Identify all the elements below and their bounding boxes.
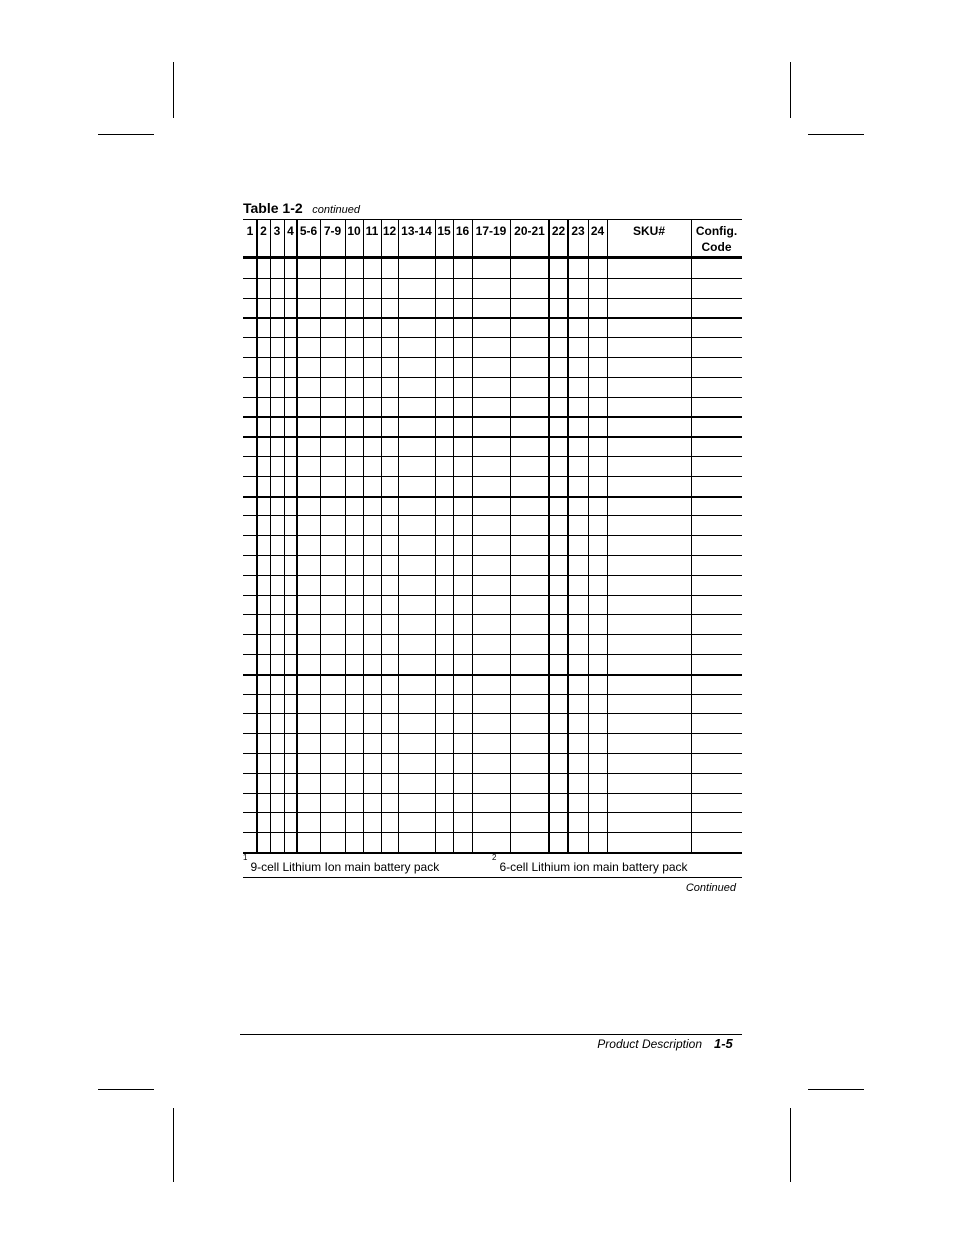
column-header: 11: [365, 224, 379, 238]
crop-mark-top-right-vertical: [790, 62, 791, 118]
config-table: [243, 219, 742, 853]
row-rule: [243, 337, 742, 338]
column-header: Config. Code: [695, 224, 738, 254]
row-rule: [243, 535, 742, 536]
footer-section-title: Product Description: [597, 1037, 702, 1051]
table-label: Table 1-2: [243, 200, 303, 216]
row-rule: [243, 377, 742, 378]
crop-mark-bottom-left-vertical: [173, 1108, 174, 1182]
column-header: 16: [455, 224, 470, 238]
row-rule: [243, 595, 742, 596]
crop-mark-bottom-left-horizontal: [98, 1089, 154, 1090]
crop-mark-bottom-right-vertical: [790, 1108, 791, 1182]
row-rule: [243, 575, 742, 576]
page-number: 1-5: [714, 1036, 733, 1051]
column-header: SKU#: [632, 224, 665, 238]
row-rule: [243, 436, 742, 438]
column-header: 3: [273, 224, 281, 238]
row-rule: [243, 793, 742, 794]
row-rule: [243, 456, 742, 457]
column-header: 12: [382, 224, 397, 238]
footnote-1-text: 9-cell Lithium Ion main battery pack: [250, 860, 440, 874]
footnote-1-marker: 1: [243, 853, 248, 862]
column-header: 7-9: [323, 224, 342, 238]
column-header: 10: [347, 224, 361, 238]
row-rule: [243, 515, 742, 516]
row-rule: [243, 496, 742, 498]
row-rule: [243, 674, 742, 676]
crop-mark-top-right-horizontal: [808, 134, 864, 135]
continued-note: Continued: [685, 882, 736, 894]
row-rule: [243, 317, 742, 319]
footnote-2: [492, 853, 688, 874]
row-rule: [243, 614, 742, 615]
crop-mark-top-left-vertical: [173, 62, 174, 118]
footnote-1: [243, 853, 440, 874]
column-header: 13-14: [401, 224, 432, 238]
row-rule: [243, 476, 742, 477]
column-header: 24: [590, 224, 605, 238]
row-rule: [243, 773, 742, 774]
row-rule: [243, 694, 742, 695]
crop-mark-top-left-horizontal: [98, 134, 154, 135]
column-header: 22: [551, 224, 566, 238]
column-header: 23: [571, 224, 585, 238]
footer-rule: [240, 1034, 742, 1035]
footnotes: [243, 853, 742, 878]
row-rule: [243, 733, 742, 734]
row-rule: [243, 753, 742, 754]
row-rule: [243, 278, 742, 279]
column-header: 1: [246, 224, 254, 238]
row-rule: [243, 812, 742, 813]
table-top-rule: [243, 219, 742, 220]
column-header: 4: [287, 224, 294, 238]
row-rule: [243, 298, 742, 299]
row-rule: [243, 555, 742, 556]
column-header: 5-6: [299, 224, 318, 238]
crop-mark-bottom-right-horizontal: [808, 1089, 864, 1090]
row-rule: [243, 654, 742, 655]
column-header: 20-21: [514, 224, 545, 238]
row-rule: [243, 634, 742, 635]
table-continued-label: continued: [312, 204, 360, 216]
table-caption: [243, 200, 360, 216]
column-header: 17-19: [475, 224, 507, 238]
footnote-2-text: 6-cell Lithium ion main battery pack: [499, 860, 688, 874]
row-rule: [243, 832, 742, 833]
row-rule: [243, 713, 742, 714]
column-header: 15: [437, 224, 451, 238]
row-rule: [243, 416, 742, 418]
row-rule: [243, 357, 742, 358]
column-header: 2: [260, 224, 267, 238]
header-rule: [243, 256, 742, 259]
footnote-2-marker: 2: [492, 853, 497, 862]
row-rule: [243, 397, 742, 398]
